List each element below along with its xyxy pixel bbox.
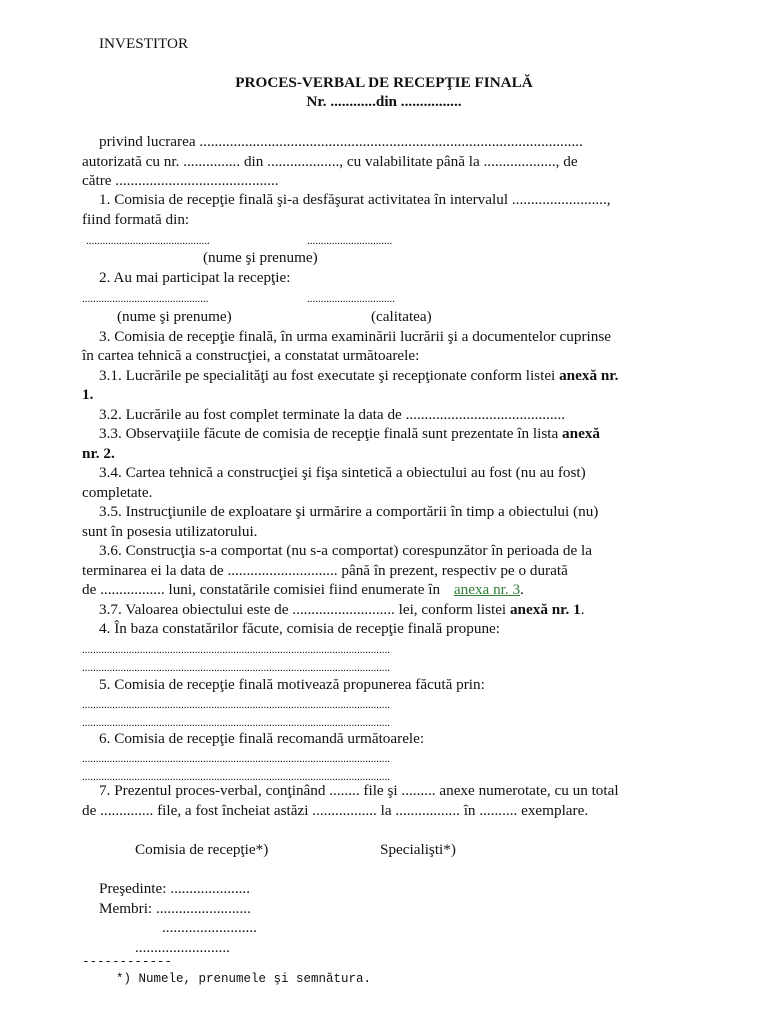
paragraph-1-line-2: fiind formată din: — [82, 211, 190, 228]
item-3-2: 3.2. Lucrările au fost complet terminate la data de .......................................... — [99, 406, 566, 423]
footnote: *) Numele, prenumele şi semnătura. — [116, 972, 372, 986]
document-title: PROCES-VERBAL DE RECEPŢIE FINALĂ — [235, 74, 533, 91]
paragraph-5: 5. Comisia de recepţie finală motivează propunerea făcută prin: — [99, 676, 485, 693]
participants-dots: .............................................. — [82, 293, 209, 305]
paragraph-3-line-1: 3. Comisia de recepţie finală, în urma examinării lucrării şi a documentelor cuprinse — [99, 328, 611, 345]
commission-names-dots-2: ............................... — [307, 235, 393, 247]
members-signature: Membri: ......................... — [99, 900, 251, 917]
members-signature-2: ......................... — [162, 919, 257, 936]
paragraph-4: 4. În baza constatărilor făcute, comisia de recepţie finală propune: — [99, 620, 501, 637]
item-3-1-end: 1. — [82, 386, 94, 403]
quality-caption: (calitatea) — [371, 308, 432, 325]
paragraph-7-line-2: de .............. file, a fost încheiat astăzi ................. la ................. în .......... exemplare. — [82, 802, 589, 819]
paragraph-2: 2. Au mai participat la recepţie: — [99, 269, 291, 286]
item-3-5-line-1: 3.5. Instrucţiunile de exploatare şi urmărire a comportării în timp a obiectului (nu) — [99, 503, 599, 520]
item-3-3: 3.3. Observaţiile făcute de comisia de recepţie finală sunt prezentate în lista anexă — [99, 425, 600, 442]
specialists-signature-heading: Specialişti*) — [380, 841, 456, 858]
item-3-4-line-2: completate. — [82, 484, 153, 501]
item-3-6-line-3: de ................. luni, constatările comisiei fiind enumerate în anexa nr. 3. — [82, 581, 524, 598]
proposal-dots-2: ................................................................................................................ — [82, 662, 390, 674]
motivation-dots-1: ................................................................................................................ — [82, 699, 390, 711]
name-caption: (nume şi prenume) — [203, 249, 318, 266]
annex-3-link[interactable]: anexa nr. 3 — [453, 581, 521, 598]
item-3-5-line-2: sunt în posesia utilizatorului. — [82, 523, 258, 540]
document-number: Nr. ............din ................ — [306, 93, 462, 110]
item-3-6-line-2: terminarea ei la data de ............................. până în prezent, respectiv pe o durată — [82, 562, 568, 579]
paragraph-7-line-1: 7. Prezentul proces-verbal, conţinând ........ file şi ......... anexe numerotate, cu un total — [99, 782, 619, 799]
investitor-label: INVESTITOR — [99, 35, 189, 52]
footnote-rule: ------------ — [82, 955, 173, 969]
members-signature-3: ......................... — [135, 939, 230, 956]
commission-names-dots: ............................................. — [86, 235, 210, 247]
paragraph-6: 6. Comisia de recepţie finală recomandă următoarele: — [99, 730, 425, 747]
item-3-1: 3.1. Lucrările pe specialităţi au fost executate şi recepţionate conform listei anexă nr. — [99, 367, 619, 384]
president-signature: Preşedinte: ..................... — [99, 880, 251, 897]
item-3-3-end: nr. 2. — [82, 445, 115, 462]
recommendation-dots-2: ................................................................................................................ — [82, 771, 390, 783]
name-caption-2: (nume şi prenume) — [117, 308, 232, 325]
item-3-7: 3.7. Valoarea obiectului este de ........................... lei, conform listei anexă nr. 1. — [99, 601, 585, 618]
intro-line-3: către ........................................... — [82, 172, 279, 189]
item-3-6-line-1: 3.6. Construcţia s-a comportat (nu s-a comportat) corespunzător în perioada de la — [99, 542, 593, 559]
paragraph-3-line-2: în cartea tehnică a construcţiei, a constatat următoarele: — [82, 347, 420, 364]
paragraph-1-line-1: 1. Comisia de recepţie finală şi-a desfăşurat activitatea în intervalul ........................., — [99, 191, 611, 208]
intro-line-2: autorizată cu nr. ............... din ..................., cu valabilitate până la ..................., de — [82, 153, 578, 170]
intro-line-1: privind lucrarea ..................................................................................................... — [99, 133, 583, 150]
item-3-4-line-1: 3.4. Cartea tehnică a construcţiei şi fişa sintetică a obiectului au fost (nu au fost) — [99, 464, 586, 481]
proposal-dots-1: ................................................................................................................ — [82, 644, 390, 656]
recommendation-dots-1: ................................................................................................................ — [82, 753, 390, 765]
participants-dots-2: ................................ — [307, 293, 395, 305]
commission-signature-heading: Comisia de recepţie*) — [135, 841, 269, 858]
motivation-dots-2: ................................................................................................................ — [82, 717, 390, 729]
